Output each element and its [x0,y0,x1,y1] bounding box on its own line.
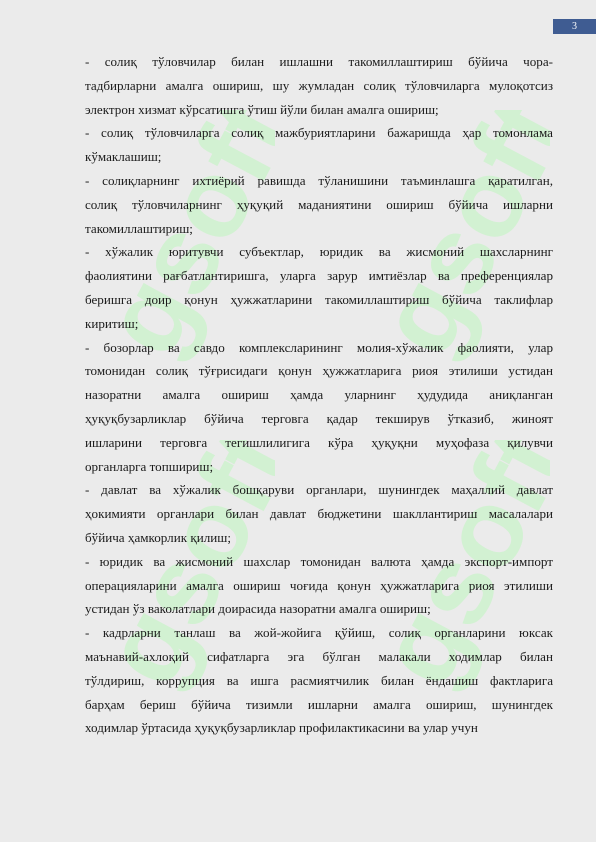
text-line: тадбирларни амалга ошириш, шу жумладан солиқ тўловчиларга мулоқотсиз [85,77,553,93]
text-line: - солиқларнинг ихтиёрий равишда тўланишини таъминлашга қаратилган, [85,172,553,188]
text-line: ҳокимияти органлари билан давлат бюджетини шакллантириш масалалари [85,506,553,522]
text-line: ҳуқуқбузарликлар бўйича терговга қадар текширув ўтказиб, жиноят [85,410,553,426]
text-line: устидан ўз ваколатлари доирасида назоратни амалга ошириш; [85,601,431,617]
svg-text:gsoft: gsoft [354,110,550,375]
text-line: тўлдириш, коррупция ва ишга расмиятчилик билан ёндашиш фактларига [85,672,553,688]
text-line: ишларини терговга тегишлилигига кўра ҳуқуқни муҳофаза қилувчи [85,434,553,450]
text-line: операцияларини амалга ошириш чоғида қонун ҳужжатларига риоя этилиши [85,577,553,593]
text-line: киритиш; [85,315,139,331]
text-line: назоратни амалга ошириш ҳамда уларнинг ҳудудида аниқланган [85,387,553,403]
text-line: бўйича ҳамкорлик қилиш; [85,529,231,545]
list-item [85,550,553,621]
text-line: барҳам бериш бўйича тизимли ишларни амалга ошириш, шунингдек [85,696,553,712]
list-item [85,240,553,335]
text-line: органларга топшириш; [85,458,214,474]
list-item [85,621,553,740]
svg-text:gsoft: gsoft [79,440,275,705]
text-line: - хўжалик юритувчи субъектлар, юридик ва жисмоний шахсларнинг [85,244,553,260]
list-item [85,169,553,240]
text-line: беришга доир қонун ҳужжатларини такомиллаштириш бўйича таклифлар [85,291,553,307]
text-line: - давлат ва хўжалик бошқаруви органлари, шунингдек маҳаллий давлат [85,482,553,498]
text-line: - солиқ тўловчилар билан ишлашни такомиллаштириш бўйича чора- [85,54,553,69]
text-line: - бозорлар ва савдо комплексларининг молия-хўжалик фаолияти, улар [85,339,553,355]
text-line: - юридик ва жисмоний шахслар томонидан валюта ҳамда экспорт-импорт [85,553,553,569]
text-line: томонидан солиқ тўғрисидаги қонун ҳужжатларига риоя этилиши устидан [85,363,553,379]
text-line: электрон хизмат кўрсатишга ўтиш йўли билан амалга ошириш; [85,101,439,117]
text-line: маънавий-ахлоқий сифатларга эга бўлган малакали ходимлар билан [85,648,553,664]
text-line: - солиқ тўловчиларга солиқ мажбуриятларини бажаришда ҳар томонлама [85,125,553,141]
text-line: такомиллаштириш; [85,220,193,236]
list-item [85,50,553,121]
list-item [85,336,553,479]
text-line: - кадрларни танлаш ва жой-жойига қўйиш, солиқ органларини юксак [85,625,553,641]
list-item [85,478,553,549]
list-item [85,121,553,169]
page-number-badge: 3 [553,19,596,34]
text-line: фаолиятини рағбатлантиришга, уларга зарур имтиёзлар ва преференциялар [85,268,553,284]
svg-text:gsoft: gsoft [354,440,550,705]
text-line: кўмаклашиш; [85,149,162,165]
svg-text:gsoft: gsoft [79,110,275,375]
text-line: ходимлар ўртасида ҳуқуқбузарликлар профилактикасини ва улар учун [85,720,478,736]
document-body [85,50,553,740]
text-line: солиқ тўловчиларнинг ҳуқуқий маданиятини ошириш бўйича ишларни [85,196,553,212]
